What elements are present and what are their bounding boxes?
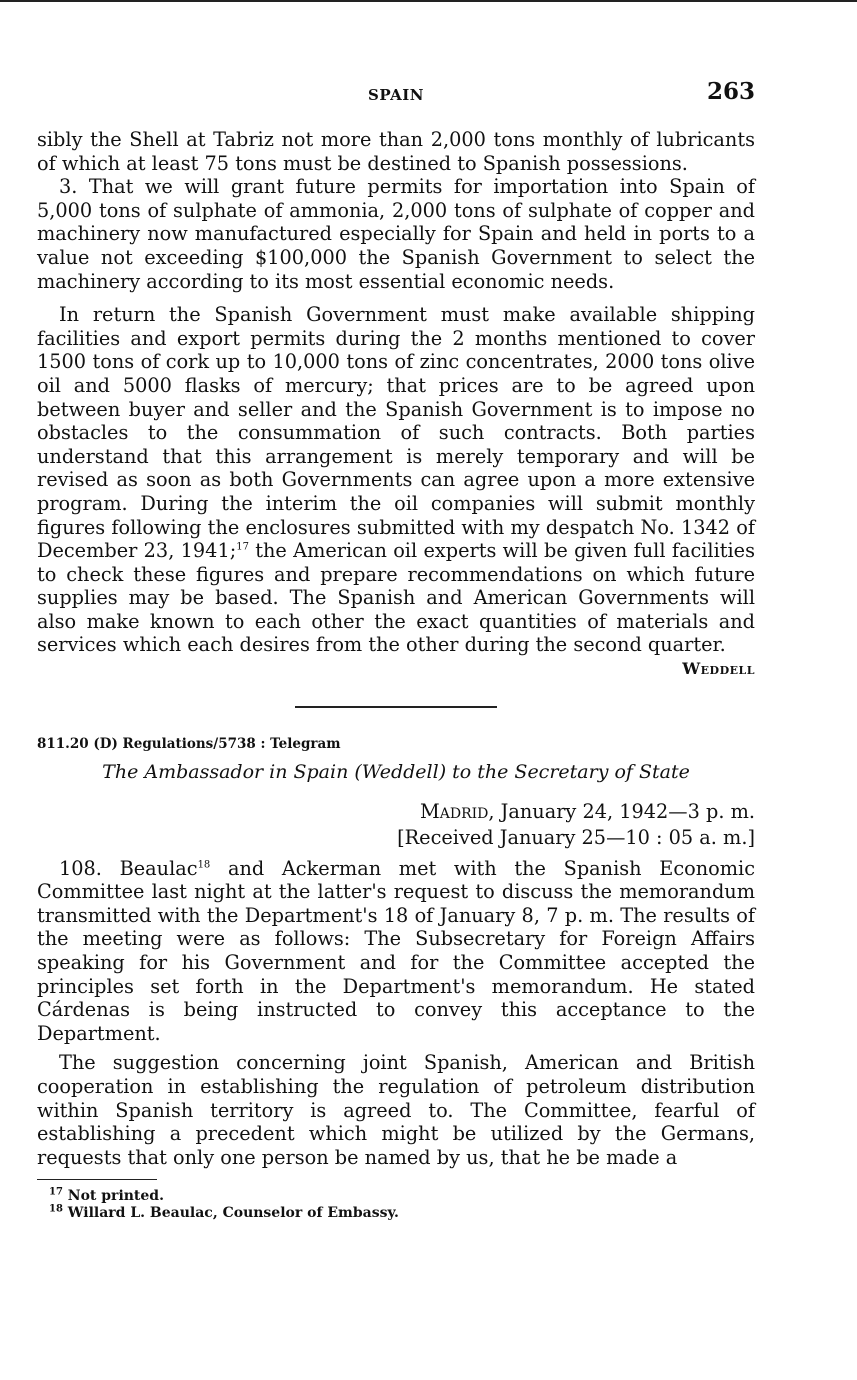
footnote-text: Not printed. — [67, 1188, 164, 1205]
top-edge-rule — [0, 0, 857, 2]
place: Madrid — [420, 799, 489, 823]
paragraph-text: the American oil experts will be given full facilities to check these figures and prepare recommendations on which future supplies may be based. The Spanish and American Governments will also make known to each other the exact quantities of materials and services which each desires from the other during the second quarter. — [37, 539, 755, 657]
paragraph-text: 108. Beaulac — [59, 856, 198, 880]
paragraph-continuation: sibly the Shell at Tabriz not more than 2,000 tons monthly of lubricants of which at least 75 tons must be destined to Spanish possessions. — [37, 128, 755, 175]
footnote-number: 17 — [49, 1186, 63, 1198]
signature: Weddell — [682, 659, 755, 679]
date-received: [Received January 25—10 : 05 a. m.] — [397, 825, 755, 849]
paragraph-in-return — [37, 303, 755, 657]
date-sent — [37, 799, 755, 825]
paragraph-text: and Ackerman met with the Spanish Economic Committee last night at the latter's request to discuss the memorandum transmitted with the Department's 18 of January 8, 7 p. m. The results of the meeting were as follows: The Subsecretary for Foreign Affairs speaking for his Government and for the Committee accepted the principles set forth in the Department's memorandum. He stated Cárdenas is being instructed to convey this acceptance to the Department. — [37, 856, 756, 1045]
footnote-rule — [37, 1179, 157, 1180]
running-title: SPAIN — [368, 86, 424, 104]
paragraph-point-3: 3. That we will grant future permits for importation into Spain of 5,000 tons of sulphate of ammonia, 2,000 tons of sulphate of copper and machinery now manufactured especially for Spain and held in ports to a value not exceeding $100,000 the Spanish Government to select the machinery according to its most essential economic needs. — [37, 175, 755, 293]
document-title: The Ambassador in Spain (Weddell) to the Secretary of State — [102, 760, 690, 783]
footnote-18 — [49, 1205, 755, 1222]
footnote-17 — [49, 1188, 755, 1205]
paragraph-text: In return the Spanish Government must make available shipping facilities and export permits during the 2 months mentioned to cover 1500 tons of cork up to 10,000 tons of zinc concentrates, 2000 tons olive oil and 5000 flasks of mercury; that prices are to be agreed upon between buyer and seller and the Spanish Government is to impose no obstacles to the consummation of such contracts. Both parties understand that this arrangement is merely temporary and will be revised as soon as both Governments can agree upon a more extensive program. During the interim the oil companies will submit monthly figures following the enclosures submitted with my despatch No. 1342 of December 23, 1941; — [37, 303, 755, 563]
footnote-text: Willard L. Beaulac, Counselor of Embassy. — [67, 1205, 399, 1222]
file-reference: 811.20 (D) Regulations/5738 : Telegram — [37, 735, 341, 752]
date: , January 24, 1942—3 p. m. — [488, 799, 755, 823]
footnote-ref: 17 — [236, 541, 249, 553]
footnote-ref: 18 — [197, 859, 211, 871]
paragraph-108 — [37, 857, 755, 1046]
footnotes — [37, 1188, 755, 1222]
body-text — [37, 128, 755, 1222]
section-divider — [295, 706, 497, 708]
dateline — [37, 799, 755, 851]
footnote-number: 18 — [49, 1203, 63, 1215]
page-header — [37, 78, 755, 108]
page-number: 263 — [706, 78, 755, 105]
paragraph-suggestion: The suggestion concerning joint Spanish, American and British cooperation in establishing the regulation of petroleum distribution within Spanish territory is agreed to. The Committee, fearful of establishing a precedent which might be utilized by the Germans, requests that only one person be named by us, that he be made a — [37, 1051, 755, 1169]
